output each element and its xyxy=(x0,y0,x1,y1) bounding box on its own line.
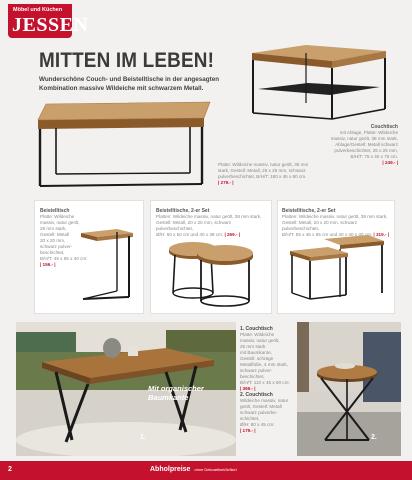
headline: MITTEN IM LEBEN! xyxy=(39,49,215,72)
photo-item1-line: B/H/T: 110 x 45 x 60 cm: xyxy=(240,380,290,385)
side-table-line: B/H/T: 45 x 65 x 40 cm: xyxy=(40,256,88,261)
living-room-scene-2 xyxy=(297,322,401,456)
footer-label: Abholpreise xyxy=(150,466,191,473)
side-table-line: beschichtet, xyxy=(40,250,65,255)
living-room-photo-1[interactable] xyxy=(16,322,236,456)
logo-subtitle: Möbel und Küchen xyxy=(13,7,63,13)
page-footer xyxy=(0,461,412,480)
logo-name: JESSEN xyxy=(12,14,89,36)
couch-large-line: pulverbeschichtet, B/H/T: 180 x 45 x 80 cm. xyxy=(218,174,307,179)
photo-item2-line: geölt, Gestell: Metall xyxy=(240,404,282,409)
photo-item1-title: 1. Couchtisch xyxy=(240,326,273,332)
footer-text xyxy=(150,466,237,473)
round-table-set-card[interactable] xyxy=(150,200,272,314)
photo-item2-price: | 179.- | xyxy=(240,428,256,433)
rect-table-set-card[interactable] xyxy=(277,200,395,314)
couch-large-line: Platte: Wildeiche massiv, natur geölt, 38 mm xyxy=(218,162,309,167)
subline: Wunderschöne Couch- und Beistelltische in der angesagten Kombination massive Wildeiche mit schwarzem Metall. xyxy=(39,76,220,92)
side-table-price: | 159.- | xyxy=(40,262,56,267)
side-table-line: 20 x 20 mm, xyxy=(40,238,66,243)
jessen-logo[interactable] xyxy=(8,4,89,38)
round-set-line: Ø/H: 50 x 50 cm und 40 x 38 cm: xyxy=(156,232,224,237)
photo-item1-line: 25 mm stark xyxy=(240,344,266,349)
side-table-line: massiv, natur geölt, xyxy=(40,220,80,225)
photo-2-marker: 2. xyxy=(371,434,377,441)
photo-item2-line: Wildeiche massiv, natur xyxy=(240,398,289,403)
couch-square-info xyxy=(288,124,398,166)
photo-item1-line: Platte: Wildeiche xyxy=(240,332,275,337)
photo-1-marker: 1. xyxy=(140,434,146,441)
living-room-photo-2[interactable] xyxy=(297,322,401,456)
large-couch-table-image xyxy=(34,98,214,190)
round-set-line: Gestell: Metall, 20 x 20 mm, schwarz pulverbeschichtet, xyxy=(156,220,232,231)
photo-item2-line: Ø/H: 80 x 45 cm: xyxy=(240,422,275,427)
page-number: 2 xyxy=(8,466,12,473)
photo-item2-line: schichtet, xyxy=(240,416,260,421)
photo-item1-line: mit Baumkante, xyxy=(240,350,272,355)
couch-large-line: stark, Gestell: Metall, 25 x 25 mm, schwarz xyxy=(218,168,306,173)
photo-item1-line: Metallfüße, 4 mm stark, xyxy=(240,362,288,367)
photo-1-caption xyxy=(148,384,234,402)
photo-item2-title: 2. Couchtisch xyxy=(240,392,273,398)
rect-set-line: Gestell: Metall, 20 x 20 mm, schwarz pulverbeschichtet, xyxy=(282,220,358,231)
couch-square-line: mit Ablage, Platte: Wildeiche xyxy=(339,130,398,135)
rect-set-title: Beistelltische, 2-er Set xyxy=(282,208,336,214)
couch-square-line: pulverbeschichtet, 25 x 25 mm, xyxy=(334,148,398,153)
couch-square-line: massiv, natur geölt, 38 mm stark, xyxy=(330,136,398,141)
side-table-image xyxy=(77,227,137,307)
organic-edge-caption: Mit organischer Baumkante xyxy=(148,384,204,402)
round-set-price: | 269.- | xyxy=(224,232,241,237)
round-table-set-image xyxy=(165,235,265,307)
photo-item1-line: massiv, natur geölt, xyxy=(240,338,280,343)
side-table-line: schwarz pulver- xyxy=(40,244,73,249)
side-table-line: Gestell: Metall xyxy=(40,232,70,237)
rect-set-line: B/H/T: 55 x 45 x 55 cm und 40 x 40 x 40 cm: xyxy=(282,232,373,237)
side-table-line: Platte: Wildeiche xyxy=(40,214,75,219)
photo-item1-line: schwarz pulver- xyxy=(240,368,273,373)
rect-table-set-image xyxy=(288,231,388,307)
couch-square-title: Couchtisch xyxy=(370,124,398,130)
rect-set-line: Platten: Wildeiche massiv, natur geölt, 38 mm stark, xyxy=(282,214,388,219)
side-table-title: Beistelltisch xyxy=(40,208,70,214)
round-set-line: Platten: Wildeiche massiv, natur geölt, 38 mm stark, xyxy=(156,214,262,219)
couch-square-line: B/H/T: 75 x 40 x 75 cm. xyxy=(350,154,398,159)
couch-large-price: | 279.- | xyxy=(218,180,234,185)
photo-item1-price: | 369.- | xyxy=(240,386,256,391)
couch-square-line: Ablage/Gestell: Metall schwarz xyxy=(335,142,398,147)
square-couch-table-image xyxy=(246,43,392,121)
photo-info-column xyxy=(240,326,296,434)
round-set-title: Beistelltische, 2-er Set xyxy=(156,208,210,214)
side-table-card[interactable] xyxy=(34,200,144,314)
couch-square-price: | 249.- | xyxy=(382,160,398,165)
footer-note: ohne Dekoartikel/Artikel xyxy=(194,467,237,472)
rect-set-price: | 319.- | xyxy=(373,232,390,237)
couch-large-info xyxy=(218,162,338,186)
side-table-line: 28 mm stark, xyxy=(40,226,67,231)
photo-item1-line: Gestell: schräge xyxy=(240,356,274,361)
photo-item1-line: beschichtet, xyxy=(240,374,265,379)
photo-item2-line: schwarz pulverbe- xyxy=(240,410,278,415)
round-set-info xyxy=(156,208,268,238)
